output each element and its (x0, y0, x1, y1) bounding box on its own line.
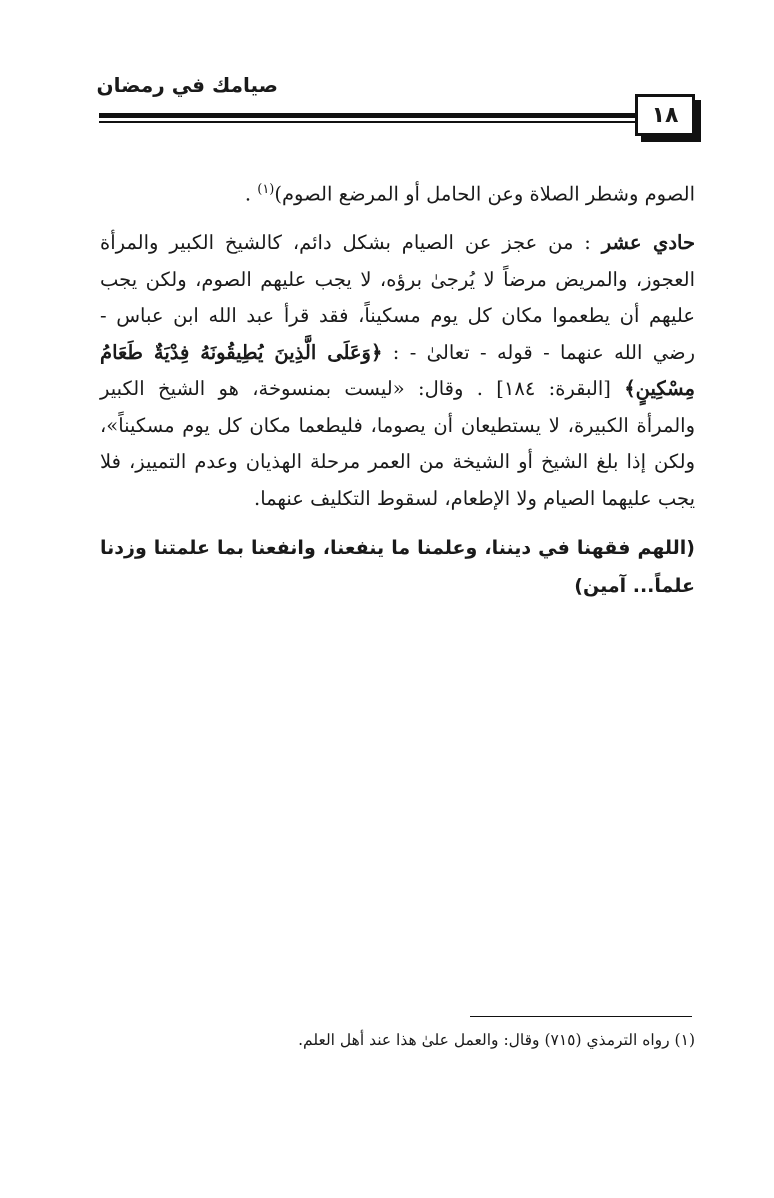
header-rule-thin (99, 121, 635, 123)
header-rule-thick (99, 113, 635, 118)
line-1-text: الصوم وشطر الصلاة وعن الحامل أو المرضع الصوم) (274, 182, 695, 206)
paragraph-intro: : من عجز عن الصيام بشكل دائم، كالشيخ الكبير والمرأة العجوز، والمريض مرضاً لا يُرجىٰ برؤه، لا يجب عليهم الصوم، ولكن يجب عليهم أن يطعموا مكان كل يوم مسكيناً، فقد قرأ عبد الله ابن عباس - رضي الله عنهما - قوله - تعالىٰ - : (100, 231, 696, 364)
footnote-rule (470, 1016, 692, 1017)
quran-reference: [البقرة: ١٨٤] . (476, 377, 625, 400)
book-title: صيامك في رمضان (96, 73, 278, 97)
paragraph-rest: وقال: «ليست بمنسوخة، هو الشيخ الكبير والمرأة الكبيرة، لا يستطيعان أن يصوما، فليطعما مكان كل يوم مسكيناً»، ولكن إذا بلغ الشيخ أو الشيخة من العمر مرحلة الهذيان وعدم التمييز، فلا يجب عليهما الصيام ولا الإطعام، لسقوط التكليف عنهما. (100, 377, 695, 510)
line-1-end: . (244, 182, 258, 206)
quran-verse: ﴿وَعَلَى الَّذِينَ يُطِيقُونَهُ فِدْيَةٌ طَعَامُ مِسْكِينٍ﴾ (100, 340, 695, 400)
page-number: ١٨ (635, 94, 695, 136)
dua-text: (اللهم فقهنا في ديننا، وعلمنا ما ينفعنا، وانفعنا بما علمتنا وزدنا علماً... آمين) (100, 537, 695, 597)
paragraph-continuation (100, 172, 695, 213)
footnote-ref: (١) (257, 182, 275, 197)
footnote: (١) رواه الترمذي (٧١٥) وقال: والعمل علىٰ هذا عند أهل العلم. (298, 1031, 695, 1049)
paragraph-eleventh (100, 225, 695, 517)
main-text (100, 172, 695, 605)
section-label: حادي عشر (601, 231, 696, 254)
